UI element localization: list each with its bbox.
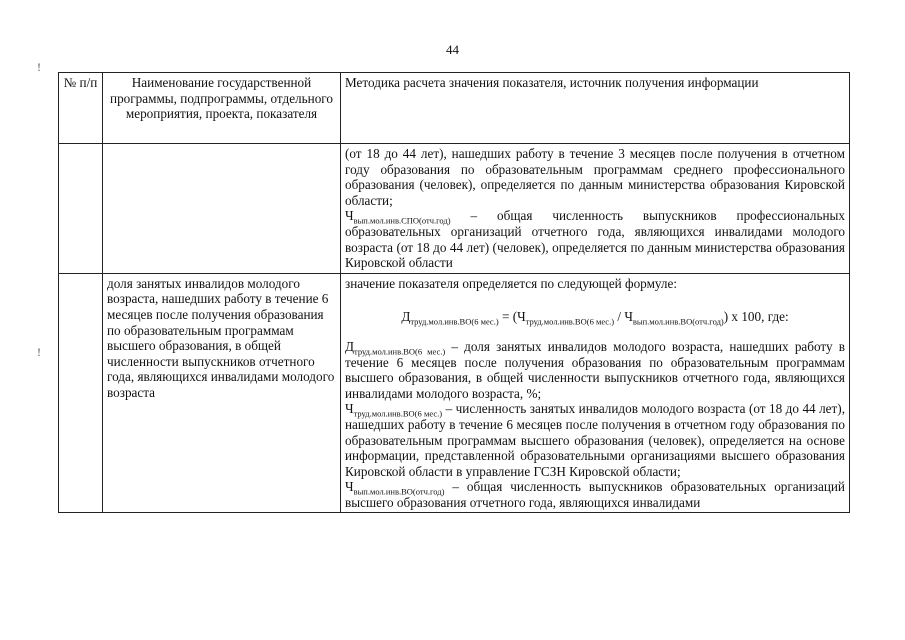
table-row bbox=[59, 144, 850, 274]
header-name: Наименование государственной программы, подпрограммы, отдельного мероприятия, проекта, показателя bbox=[103, 73, 341, 144]
var-subscript: вып.мол.инв.СПО(отч.год) bbox=[353, 216, 451, 227]
margin-mark-top: ! bbox=[37, 60, 41, 74]
definition-share: $Д_{труд.мол.инв.ВО(6 мес.)}$ – доля занятых инвалидов молодого возраста, нашедших работу в течение 6 месяцев после получения образования по образовательным программам высшего образования, в общей численности выпускников отчетного года, являющихся инвалидами молодого возраста, %; bbox=[345, 338, 845, 401]
indicator-table bbox=[58, 72, 850, 513]
row1-text-continued: (от 18 до 44 лет), нашедших работу в течение 3 месяцев после получения в отчетном году образования по образовательным программам среднего профессионального образования (человек), определяется по данным министерства образования Кировской области; bbox=[345, 146, 845, 208]
definition-graduates: $Ч_{вып.мол.инв.ВО(отч.год)}$ – общая численность выпускников образовательных организаций высшего образования отчетного года, являющихся инвалидами bbox=[345, 479, 845, 510]
definition-text: – общая численность выпускников профессиональных образовательных организаций отчетного года, являющихся инвалидами молодого возраста (от 18 до 44 лет) (человек), определяется по данным министерства образования Кировской области bbox=[345, 208, 845, 271]
formula: $Д_{труд.мол.инв.ВО(6 мес.)} = (Ч_{труд.мол.инв.ВО(6 мес.)} / Ч_{вып.мол.инв.ВО(отч.год)})$ х 100, где: bbox=[401, 309, 789, 327]
row2-name-cell: доля занятых инвалидов молодого возраста, нашедших работу в течение 6 месяцев после получения образования по образовательным программам высшего образования, в общей численности выпускников отчетного года, являющихся инвалидами молодого возраста bbox=[103, 273, 341, 513]
table-row bbox=[59, 273, 850, 513]
row1-number-cell bbox=[59, 144, 103, 274]
page-number: 44 bbox=[446, 42, 459, 57]
row1-name-cell bbox=[103, 144, 341, 274]
row2-method-cell bbox=[341, 273, 850, 513]
row2-number-cell bbox=[59, 273, 103, 513]
table-header-row bbox=[59, 73, 850, 144]
definition-employed: $Ч_{труд.мол.инв.ВО(6 мес.)}$ – численность занятых инвалидов молодого возраста (от 18 до 44 лет), нашедших работу в течение 6 месяцев после получения в отчетном году образования по образовательным программам высшего образования (человек), определяется на основе информации, представленной образовательными организациями высшего образования Кировской области в управление ГСЗН Кировской области; bbox=[345, 401, 845, 479]
header-number: № п/п bbox=[59, 73, 103, 144]
header-method: Методика расчета значения показателя, источник получения информации bbox=[341, 73, 850, 144]
var-symbol: Ч bbox=[345, 208, 354, 224]
margin-mark-middle: ! bbox=[37, 345, 41, 359]
row1-method-cell bbox=[341, 144, 850, 274]
row1-definition bbox=[345, 208, 845, 270]
formula-intro: значение показателя определяется по следующей формуле: bbox=[345, 275, 678, 291]
